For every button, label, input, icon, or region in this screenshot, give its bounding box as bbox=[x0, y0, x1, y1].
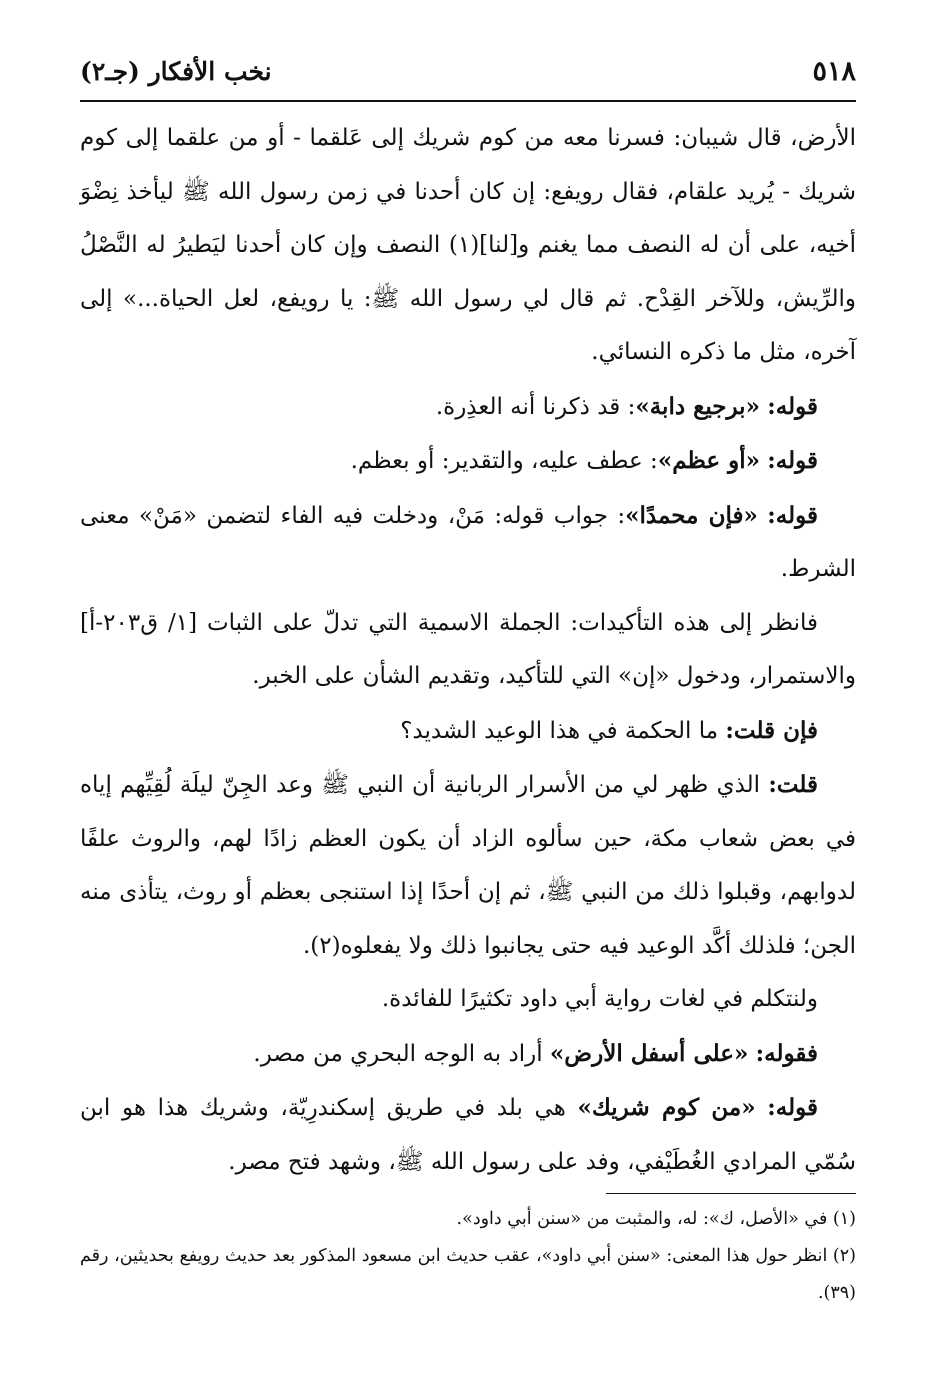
footnote-divider bbox=[606, 1193, 856, 1194]
paragraph-text: الأرض، قال شيبان: فسرنا معه من كوم شريك إلى عَلقما - أو من علقما إلى كوم شريك - يُريد علقام، فقال رويفع: إن كان أحدنا في زمن رسول الله ﷺ ليأخذ نِضْوَ أخيه، على أن له النصف مما يغنم و[لنا](١) النصف وإن كان أحدنا ليَطيرُ له النَّصْلُ والرِّيش، وللآخر القِدْح. ثم قال لي رسول الله ﷺ: يا رويفع، لعل الحياة...» إلى آخره، مثل ما ذكره النسائي. bbox=[80, 125, 856, 365]
gloss-lead: قوله: bbox=[767, 501, 818, 529]
gloss-quote: «على أسفل الأرض» bbox=[549, 1039, 749, 1067]
gloss-quote: «أو عظم» bbox=[657, 447, 760, 474]
gloss-quote: «فإن محمدًا» bbox=[625, 501, 758, 529]
gloss-lead: قوله: bbox=[767, 392, 818, 420]
question-lead: فإن قلت: bbox=[725, 716, 818, 744]
footnotes bbox=[80, 1201, 856, 1312]
paragraph-transition bbox=[80, 973, 856, 1027]
gloss-text: هي بلد في طريق إسكندرِيّة، وشريك هذا هو ابن سُمّي المرادي الغُطَيْفي، وفد على رسول الله ﷺ، وشهد فتح مصر. bbox=[80, 1095, 856, 1175]
gloss-quote: «من كوم شريك» bbox=[577, 1094, 756, 1121]
answer-lead: قلت: bbox=[768, 771, 818, 798]
document-page bbox=[80, 56, 856, 1341]
paragraph-gloss bbox=[80, 434, 856, 489]
paragraph-emphasis bbox=[80, 597, 856, 704]
gloss-text: أراد به الوجه البحري من مصر. bbox=[253, 1040, 543, 1067]
paragraph-gloss bbox=[80, 1081, 856, 1189]
gloss-text: : عطف عليه، والتقدير: أو بعظم. bbox=[350, 448, 658, 474]
gloss-text: : قد ذكرنا أنه العذِرة. bbox=[435, 393, 636, 420]
body-text bbox=[80, 112, 856, 1189]
gloss-text: : جواب قوله: مَنْ، ودخلت فيه الفاء لتضمن «مَنْ» معنى الشرط. bbox=[80, 502, 856, 582]
paragraph-gloss bbox=[80, 489, 856, 597]
running-head bbox=[80, 56, 856, 102]
page-number: ٥١٨ bbox=[812, 56, 856, 87]
paragraph-gloss bbox=[80, 380, 856, 435]
paragraph-gloss bbox=[80, 1027, 856, 1082]
gloss-lead: فقوله: bbox=[755, 1039, 818, 1067]
paragraph-question bbox=[80, 704, 856, 759]
footnote-1: (١) في «الأصل، ك»: له، والمثبت من «سنن أبي داود». bbox=[456, 1209, 856, 1229]
answer-text: الذي ظهر لي من الأسرار الربانية أن النبي ﷺ وعد الجِنّ ليلَة لُقِيِّهم إياه في بعض شعاب مكة، حين سألوه الزاد أن يكون العظم زادًا لهم، والروث علفًا لدوابهم، وقبلوا ذلك من النبي ﷺ، ثم إن أحدًا إذا استنجى بعظم أو روث، يتأذى منه الجن؛ فلذلك أكَّد الوعيد فيه حتى يجانبوا ذلك ولا يفعلوه(٢). bbox=[80, 772, 856, 959]
question-text: ما الحكمة في هذا الوعيد الشديد؟ bbox=[400, 717, 719, 744]
gloss-lead: قوله: bbox=[767, 1094, 819, 1121]
paragraph-text: ولنتكلم في لغات رواية أبي داود تكثيرًا للفائدة. bbox=[381, 986, 818, 1012]
book-title: نخب الأفكار (جـ٢) bbox=[80, 57, 272, 86]
paragraph-answer bbox=[80, 758, 856, 973]
gloss-quote: «برجيع دابة» bbox=[635, 392, 760, 420]
paragraph-continuation bbox=[80, 112, 856, 380]
paragraph-text: فانظر إلى هذه التأكيدات: الجملة الاسمية التي تدلّ على الثبات [١/ ق٢٠٣-أ] والاستمرار، ودخول «إن» التي للتأكيد، وتقديم الشأن على الخبر. bbox=[80, 609, 856, 689]
footnote-2: (٢) انظر حول هذا المعنى: «سنن أبي داود»، عقب حديث ابن مسعود المذكور بعد حديث رويفع بحديثين، رقم (٣٩). bbox=[80, 1246, 856, 1303]
gloss-lead: قوله: bbox=[767, 447, 818, 474]
